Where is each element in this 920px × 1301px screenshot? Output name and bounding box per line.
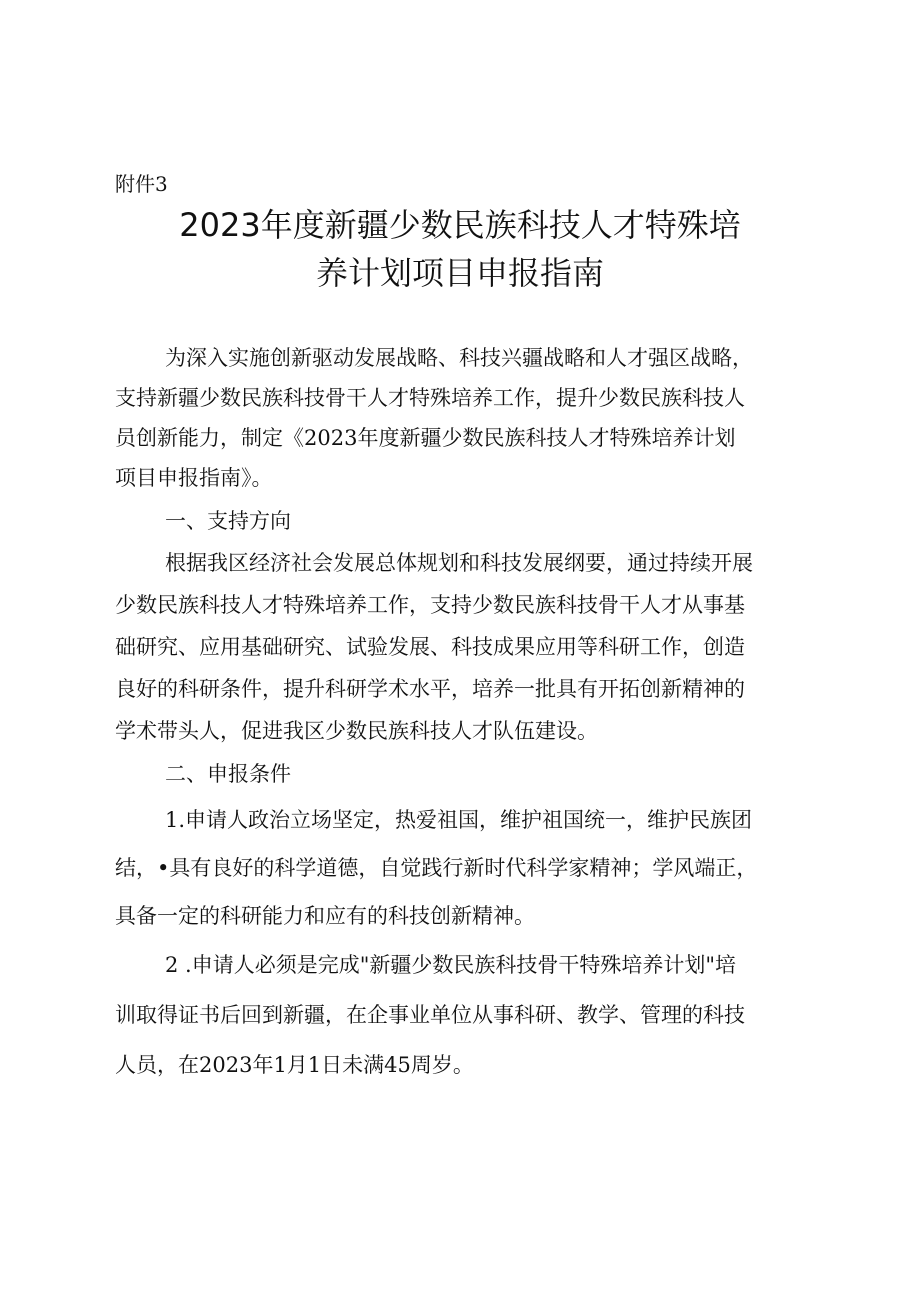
attachment-label: 附件3 [115,172,168,196]
document-title-line-2: 养计划项目申报指南 [315,254,604,292]
text-line: 础研究、应用基础研究、试验发展、科技成果应用等科研工作，创造 [115,635,745,659]
text-line: 为深入实施创新驱动发展战略、科技兴疆战略和人才强区战略， [165,346,753,370]
intro-paragraph [115,338,815,498]
text-line: 学术带头人，促进我区少数民族科技人才队伍建设。 [115,719,598,743]
text-line: 员创新能力，制定《2023年度新疆少数民族科技人才特殊培养计划 [115,426,736,450]
text-line: 根据我区经济社会发展总体规划和科技发展纲要，通过持续开展 [165,551,753,575]
section-heading-conditions: 二、申报条件 [165,762,291,786]
document-body [115,338,815,1090]
section-heading-support: 一、支持方向 [165,509,291,533]
text-line: 1.申请人政治立场坚定，热爱祖国，维护祖国统一，维护民族团 [165,808,753,832]
condition-2-paragraph [115,940,815,1090]
text-line: 项目申报指南》。 [115,466,273,490]
text-line: 支持新疆少数民族科技骨干人才特殊培养工作，提升少数民族科技人 [115,386,745,410]
text-line: 具备一定的科研能力和应有的科技创新精神。 [115,904,535,928]
text-line: 训取得证书后回到新疆，在企事业单位从事科研、教学、管理的科技 [115,1003,745,1027]
text-line: 良好的科研条件，提升科研学术水平，培养一批具有开拓创新精神的 [115,677,745,701]
text-line: 结，•具有良好的科学道德，自觉践行新时代科学家精神；学风端正， [115,856,758,880]
text-line: 2 .申请人必须是完成"新疆少数民族科技骨干特殊培养计划"培 [165,953,737,977]
document-title-line-1: 2023年度新疆少数民族科技人才特殊培 [179,206,741,244]
support-direction-paragraph [115,542,815,752]
condition-1-paragraph [115,796,815,940]
text-line: 人员，在2023年1月1日未满45周岁。 [115,1053,474,1077]
text-line: 少数民族科技人才特殊培养工作，支持少数民族科技骨干人才从事基 [115,593,745,617]
